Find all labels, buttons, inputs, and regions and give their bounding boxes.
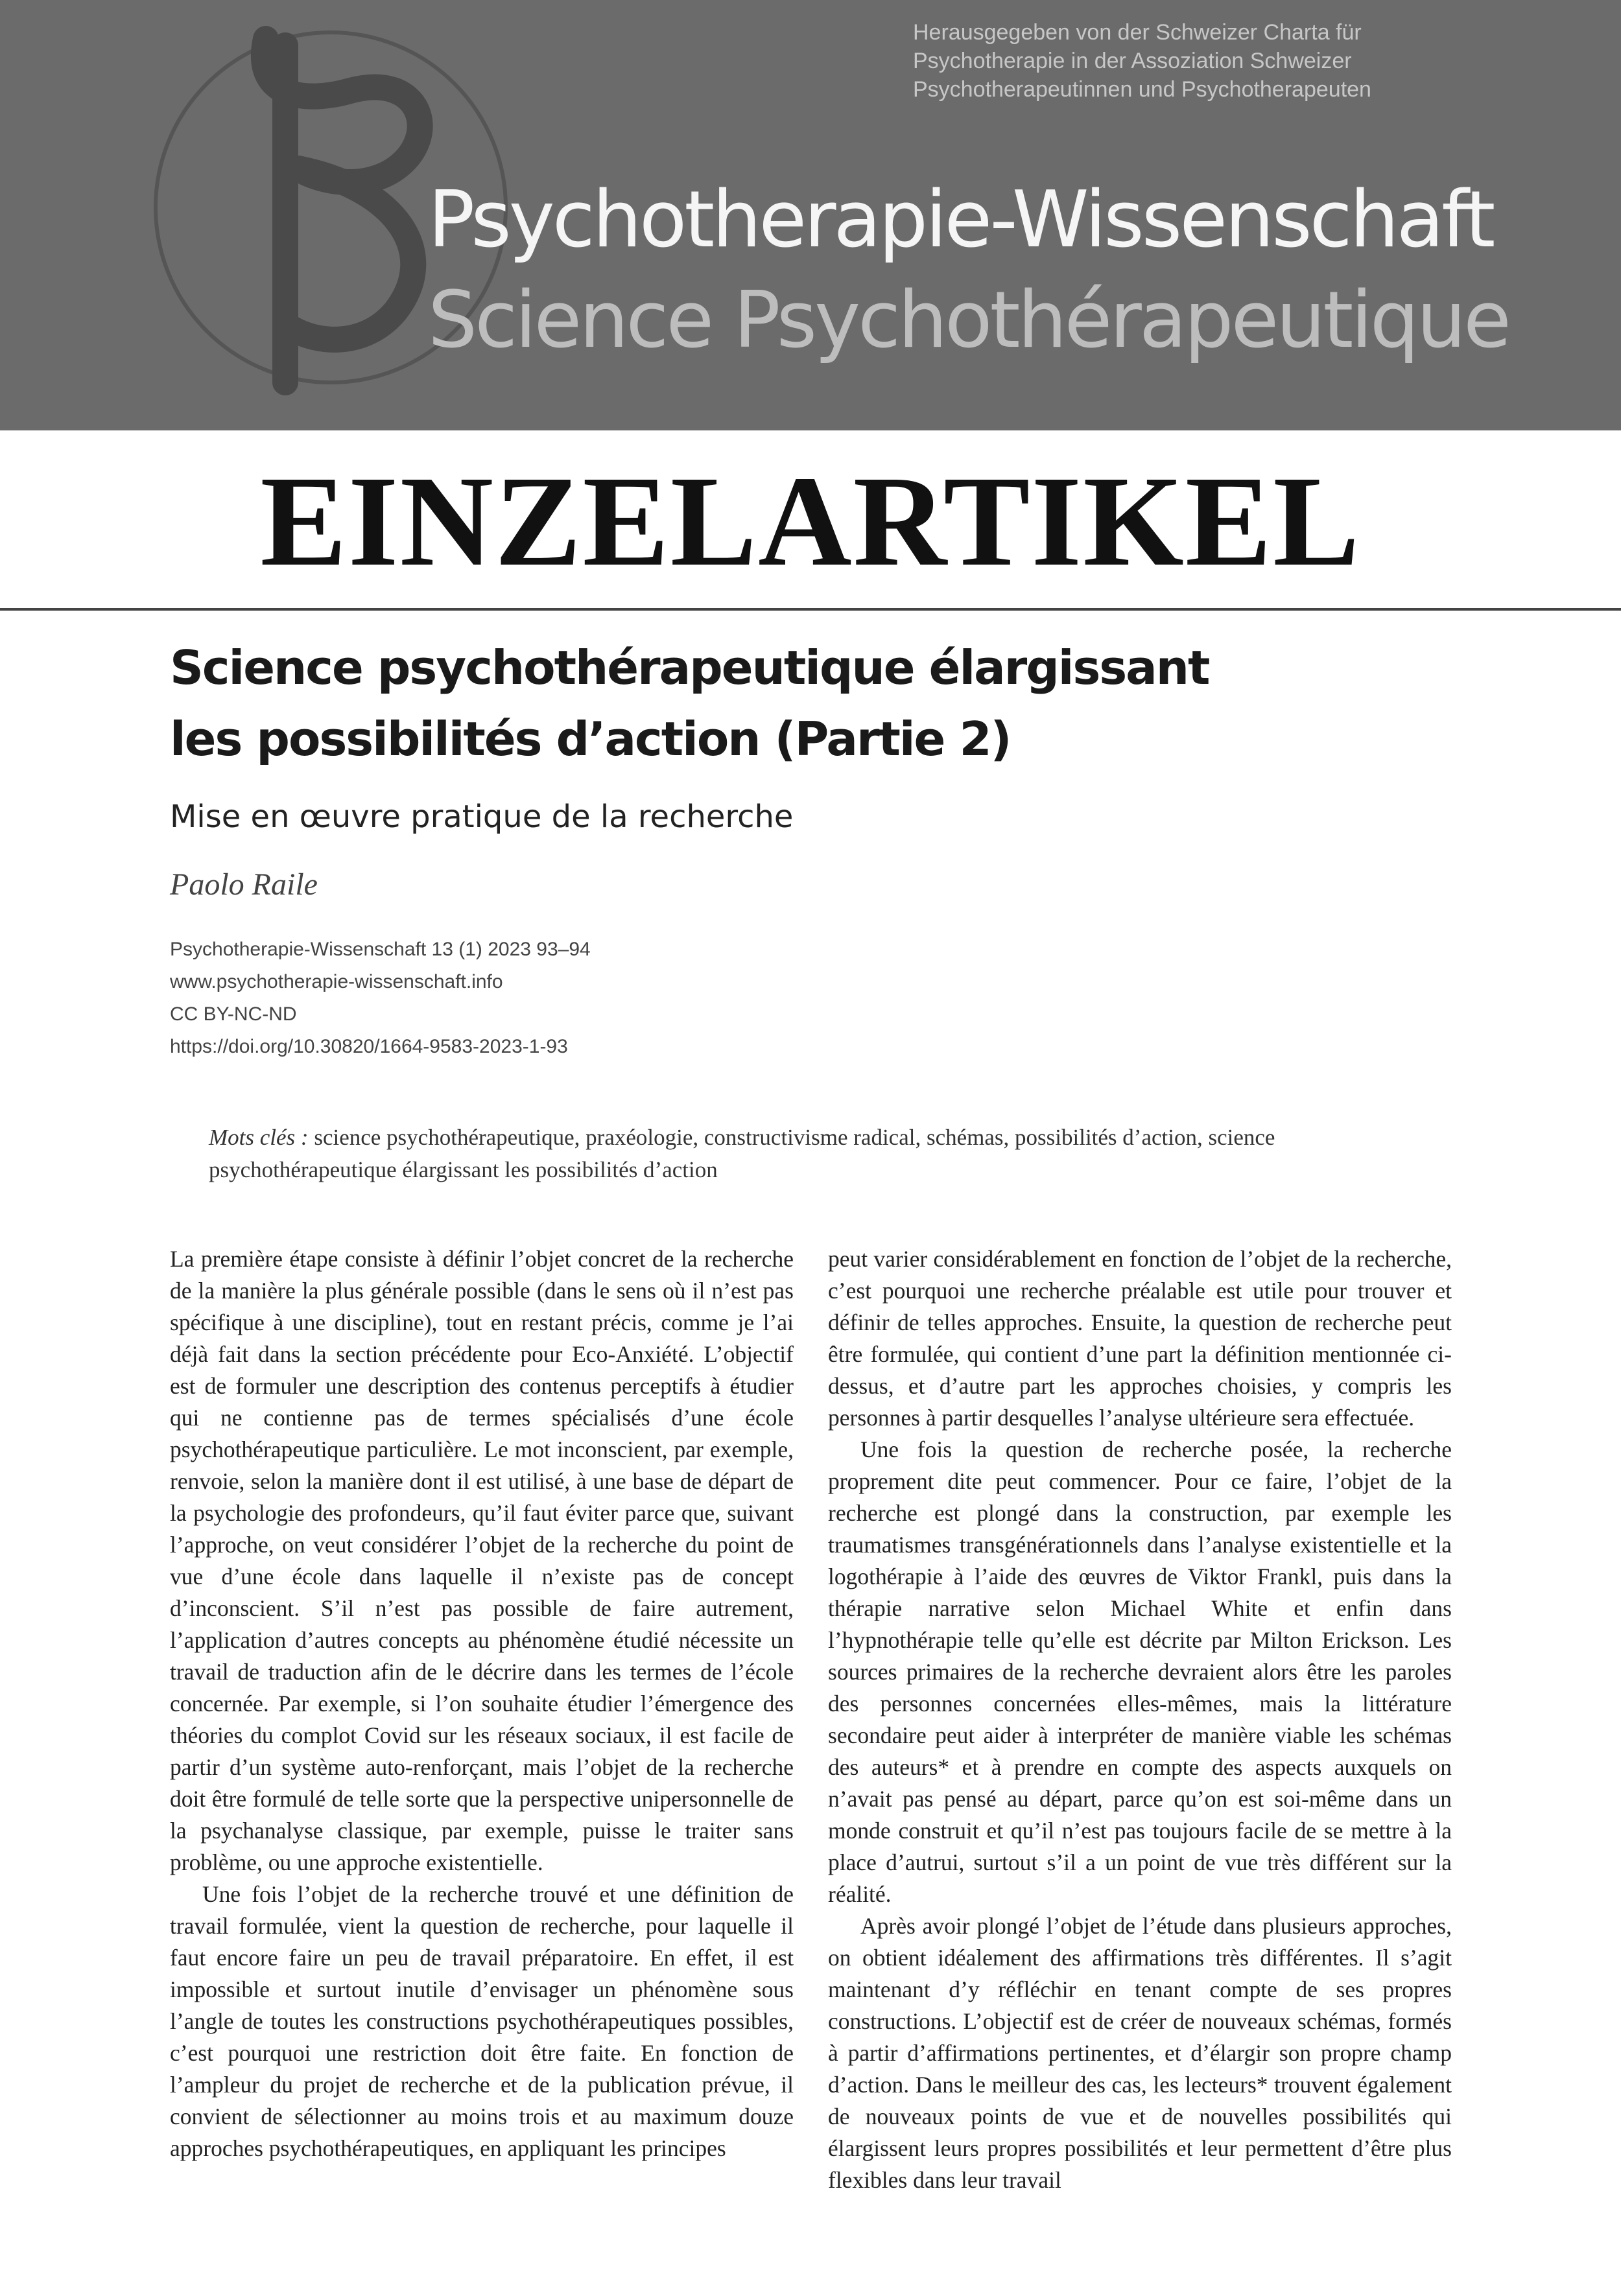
citation: Psychotherapie-Wissenschaft 13 (1) 2023 93–94 <box>170 939 591 960</box>
publisher-note <box>913 18 1497 104</box>
body-paragraph: peut varier considérablement en fonction de l’objet de la recherche, c’est pourquoi une recherche préalable est utile pour trouver et définir de telles approches. Ensuite, la question de recherche peut être formulée, qui contient d’une part la définition mentionnée ci-dessus, et d’autre part les approches choisies, y compris les personnes à partir desquelles l’analyse ultérieure sera effectuée. <box>828 1246 1452 1431</box>
divider <box>0 608 1621 611</box>
keywords <box>209 1121 1415 1186</box>
article-title-line: les possibilités d’action (Partie 2) <box>170 712 1011 766</box>
article-title-line: Science psychothérapeutique élargissant <box>170 640 1209 695</box>
journal-title-de: Psychotherapie-Wissenschaft <box>428 175 1493 265</box>
article-meta <box>170 933 591 1063</box>
article-author: Paolo Raile <box>170 867 318 902</box>
body-paragraph: Une fois l’objet de la recherche trouvé et une définition de travail formulée, vient la question de recherche, pour laquelle il faut encore faire un peu de travail préparatoire. En effet, il est impossible et surtout inutile d’envisager un phénomène sous l’angle de toutes les constructions psychothérapeutiques possibles, c’est pourquoi une restriction doit être faite. En fonction de l’ampleur du projet de recherche et de la publication prévue, il convient de sélectionner au moins trois et au maximum douze approches psychothérapeutiques, en appliquant les principes <box>170 1881 794 2161</box>
keywords-label: Mots clés : <box>209 1125 309 1150</box>
body-paragraph: La première étape consiste à définir l’objet concret de la recherche de la manière la plus générale possible (dans le sens où il n’est pas spécifique à une discipline), tout en restant précis, comme je l’ai déjà fait dans la section précédente pour Eco-Anxiété. L’objectif est de formuler une description des contenus perceptifs à étudier qui ne contienne pas de termes spécialisés d’une école psychothérapeutique particulière. Le mot inconscient, par exemple, renvoie, selon la manière dont il est utilisé, à une base de départ de la psychologie des profondeurs, qu’il faut éviter parce que, suivant l’approche, on veut considérer l’objet de la recherche du point de vue d’une école dans laquelle il n’existe pas de concept d’inconscient. S’il n’est pas possible de faire autrement, l’application d’autres concepts au phénomène étudié nécessite un travail de traduction afin de le décrire dans les termes de l’école concernée. Par exemple, si l’on souhaite étudier l’émergence des théories du complot Covid sur les réseaux sociaux, il est facile de partir d’un système auto-renforçant, mais l’objet de la recherche doit être formulé de telle sorte que la perspective unipersonnelle de la psychanalyse classique, par exemple, puisse le traiter sans problème, ou une approche existentielle. <box>170 1246 794 1875</box>
publisher-line: Psychotherapeutinnen und Psychotherapeuten <box>913 77 1371 102</box>
article-title <box>170 632 1402 775</box>
body-column-left <box>170 1243 794 2296</box>
publisher-line: Herausgegeben von der Schweizer Charta für <box>913 20 1362 45</box>
body-paragraph: Une fois la question de recherche posée, la recherche proprement dite peut commencer. Pour ce faire, l’objet de la recherche est plongé dans la construction, par exemple les traumatismes transgénérationnels dans l’analyse existentielle et la logothérapie à l’aide des œuvres de Viktor Frankl, puis dans la thérapie narrative selon Michael White et enfin dans l’hypnothérapie telle qu’elle est décrite par Milton Erickson. Les sources primaires de la recherche devraient alors être les paroles des personnes concernées elles-mêmes, mais la littérature secondaire peut aider à interpréter de manière viable les schémas des auteurs* et à prendre en compte des aspects auxquels on n’avait pas pensé au départ, parce qu’on est soi-même dans un monde construit et qu’il n’est pas toujours facile de se mettre à la place d’autrui, surtout s’il a un point de vue très différent sur la réalité. <box>828 1436 1452 1907</box>
journal-title-fr: Science Psychothérapeutique <box>428 275 1509 366</box>
keywords-text: science psychothérapeutique, praxéologie, constructivisme radical, schémas, possibilités d’action, science psychothérapeutique élargissant les possibilités d’action <box>209 1125 1275 1182</box>
article-type-banner: EINZELARTIKEL <box>260 450 1361 593</box>
publisher-line: Psychotherapie in der Assoziation Schweizer <box>913 49 1352 73</box>
journal-header <box>0 0 1621 430</box>
journal-website: www.psychotherapie-wissenschaft.info <box>170 971 503 992</box>
article-subtitle: Mise en œuvre pratique de la recherche <box>170 799 794 835</box>
body-column-right <box>828 1243 1452 2296</box>
license: CC BY-NC-ND <box>170 1003 297 1025</box>
doi-link: https://doi.org/10.30820/1664-9583-2023-1-93 <box>170 1036 568 1057</box>
body-paragraph: Après avoir plongé l’objet de l’étude dans plusieurs approches, on obtient idéalement des affirmations très différentes. Il s’agit maintenant d’y réfléchir en tenant compte de ses propres constructions. L’objectif est de créer de nouveaux schémas, formés à partir d’affirmations pertinentes, et d’élargir son propre champ d’action. Dans le meilleur des cas, les lecteurs* trouvent également de nouveaux points de vue et de nouvelles possibilités qui élargissent leurs propres possibilités et leur permettent d’être plus flexibles dans leur travail <box>828 1913 1452 2193</box>
